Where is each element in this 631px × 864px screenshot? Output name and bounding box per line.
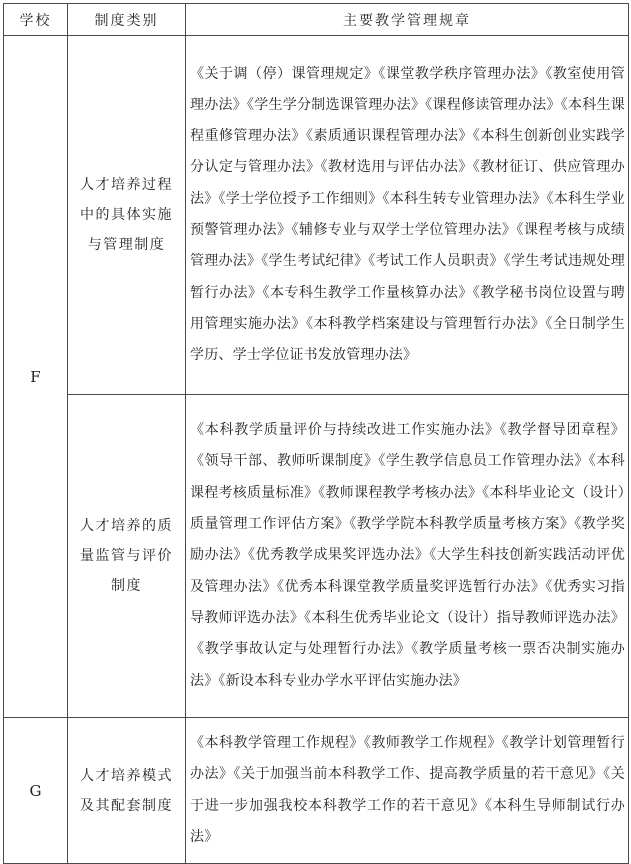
rules-cell: 《本科教学质量评价与持续改进工作实施办法》《教学督导团章程》《领导干部、教师听课制度》《学生教学信息员工作管理办法》《本科课程考核质量标准》《教师课程教学考核办法》《本科毕业论文（设计）质量管理工作评估方案》《教学学院本科教学质量考核方案》《教学奖励办法》《优秀教学成果奖评选办法》《大学生科技创新实践活动评优及管理办法》《优秀本科课堂教学质量奖评选暂行办法》《优秀实习指导教师评选办法》《本科生优秀毕业论文（设计）指导教师评选办法》《教学事故认定与处理暂行办法》《教学质量考核一票否决制实施办法》《新设本科专业办学水平评估实施办法》 <box>186 395 629 718</box>
category-cell: 人才培养过程中的具体实施与管理制度 <box>68 36 186 395</box>
table-row <box>4 36 629 395</box>
header-category: 制度类别 <box>68 4 186 36</box>
school-cell-f: F <box>4 36 68 718</box>
rules-cell: 《本科教学管理工作规程》《教师教学工作规程》《教学计划管理暂行办法》《关于加强当前本科教学工作、提高教学质量的若干意见》《关于进一步加强我校本科教学工作的若干意见》《本科生导师制试行办法》 <box>186 718 629 864</box>
table-row <box>4 395 629 718</box>
header-school: 学校 <box>4 4 68 36</box>
rules-cell: 《关于调（停）课管理规定》《课堂教学秩序管理办法》《教室使用管理办法》《学生学分制选课管理办法》《课程修读管理办法》《本科生课程重修管理办法》《素质通识课程管理办法》《本科生创新创业实践学分认定与管理办法》《教材选用与评估办法》《教材征订、供应管理办法》《学士学位授予工作细则》《本科生转专业管理办法》《本科生学业预警管理办法》《辅修专业与双学士学位管理办法》《课程考核与成绩管理办法》《学生考试纪律》《考试工作人员职责》《学生考试违规处理暂行办法》《本专科生教学工作量核算办法》《教学秘书岗位设置与聘用管理实施办法》《本科教学档案建设与管理暂行办法》《全日制学生学历、学士学位证书发放管理办法》 <box>186 36 629 395</box>
school-cell-g: G <box>4 718 68 864</box>
table-row <box>4 718 629 864</box>
header-rules: 主要教学管理规章 <box>186 4 629 36</box>
category-cell: 人才培养模式及其配套制度 <box>68 718 186 864</box>
regulations-table <box>3 3 629 864</box>
category-cell: 人才培养的质量监管与评价制度 <box>68 395 186 718</box>
header-row <box>4 4 629 36</box>
